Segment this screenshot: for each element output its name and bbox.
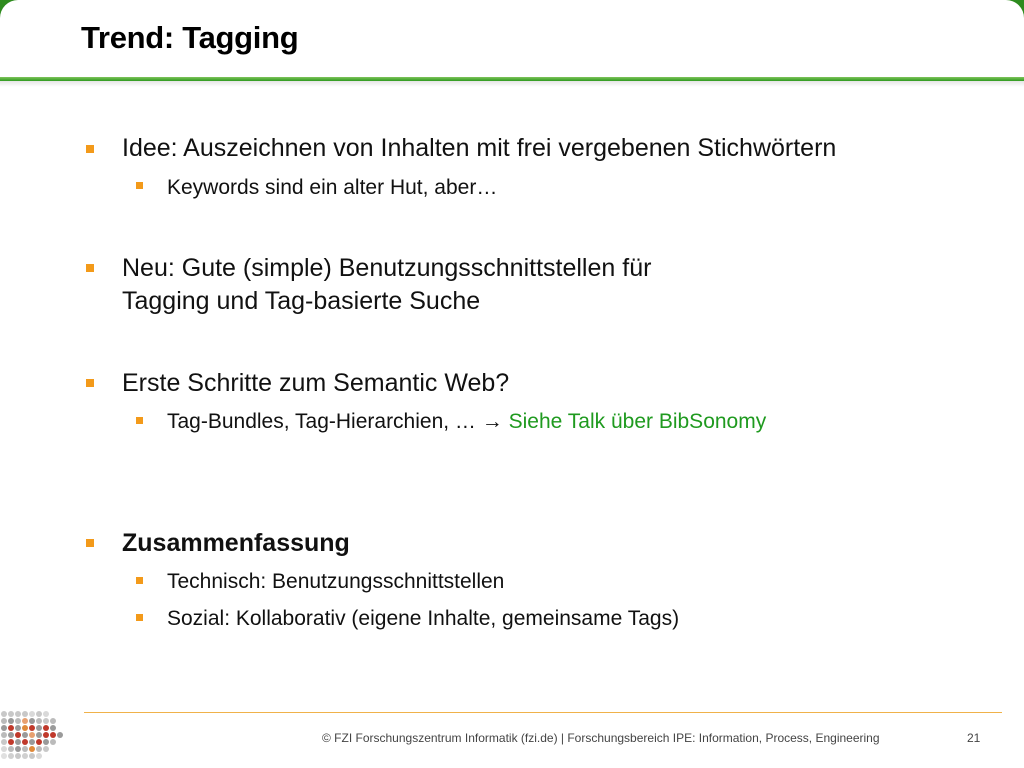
right-arrow-icon: →	[481, 410, 503, 433]
bullet-2-line-1: Neu: Gute (simple) Benutzungsschnittstellen für	[122, 254, 652, 282]
sub-bullet-icon	[136, 417, 143, 424]
bullet-4-sub-1: Technisch: Benutzungsschnittstellen	[167, 570, 505, 593]
bullet-2-line-2: Tagging und Tag-basierte Suche	[122, 287, 481, 315]
bullet-4-text: Zusammenfassung	[122, 529, 350, 557]
bullet-icon	[86, 264, 94, 272]
bullet-3-sub-1	[167, 408, 766, 436]
sub-text: Tag-Bundles, Tag-Hierarchien, …	[167, 410, 476, 433]
bullet-1-text: Idee: Auszeichnen von Inhalten mit frei vergebenen Stichwörtern	[122, 134, 837, 162]
slide-title: Trend: Tagging	[81, 20, 299, 55]
bullet-icon	[86, 539, 94, 547]
bullet-icon	[86, 145, 94, 153]
sub-bullet-icon	[136, 182, 143, 189]
bullet-3-text: Erste Schritte zum Semantic Web?	[122, 369, 510, 397]
sub-bullet-icon	[136, 577, 143, 584]
page-number: 21	[967, 731, 981, 745]
bullet-icon	[86, 379, 94, 387]
bibsonomy-link[interactable]: Siehe Talk über BibSonomy	[508, 410, 767, 433]
bullet-1-sub-1: Keywords sind ein alter Hut, aber…	[167, 176, 498, 199]
footer-copyright: © FZI Forschungszentrum Informatik (fzi.de) | Forschungsbereich IPE: Information, Process, Engineering	[322, 731, 880, 745]
bullet-4-sub-2: Sozial: Kollaborativ (eigene Inhalte, gemeinsame Tags)	[167, 607, 680, 630]
sub-bullet-icon	[136, 614, 143, 621]
footer-divider	[84, 712, 1002, 713]
fzi-dot-grid-logo-icon	[0, 709, 72, 764]
